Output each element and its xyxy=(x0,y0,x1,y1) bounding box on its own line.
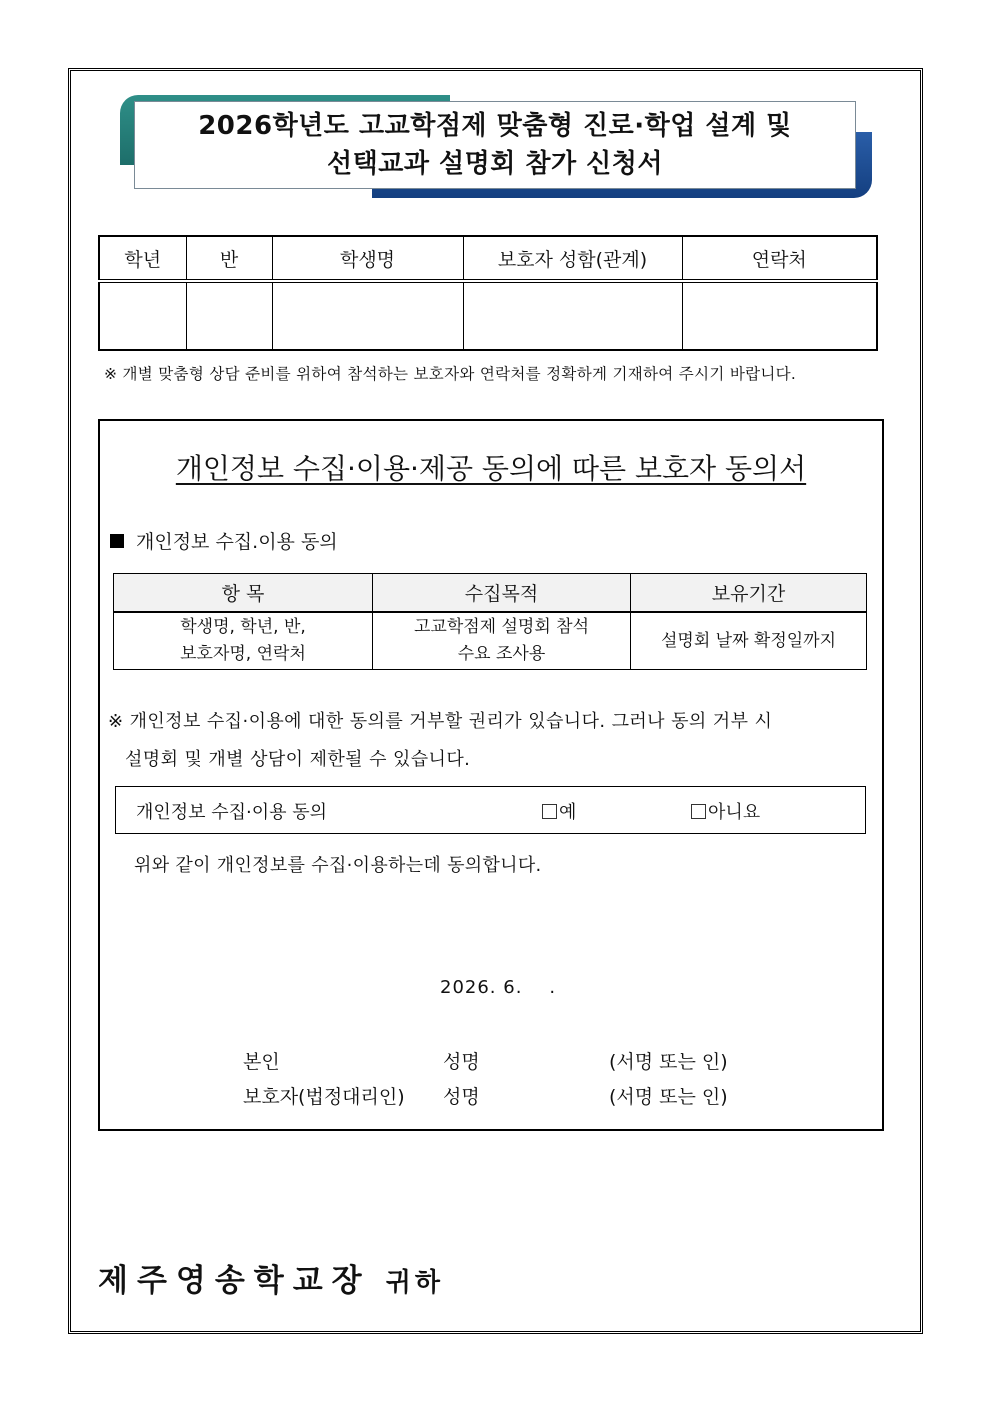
header-class: 반 xyxy=(186,236,272,281)
items-cell: 학생명, 학년, 반, 보호자명, 연락처 xyxy=(114,612,373,670)
header-guardian-name: 보호자 성함(관계) xyxy=(463,236,682,281)
signer-guardian-sign-field[interactable]: (서명 또는 인) xyxy=(609,1086,728,1108)
purpose-cell: 고교학점제 설명회 참석 수요 조사용 xyxy=(373,612,631,670)
section-heading: 개인정보 수집.이용 동의 xyxy=(110,527,338,554)
addressee xyxy=(98,1255,444,1300)
applicant-info-table xyxy=(98,235,878,351)
header-student-name: 학생명 xyxy=(272,236,463,281)
signer-self-role: 본인 xyxy=(243,1051,280,1073)
consent-choice-label: 개인정보 수집·이용 동의 xyxy=(136,802,328,823)
agree-statement: 위와 같이 개인정보를 수집·이용하는데 동의합니다. xyxy=(134,855,542,876)
honorific: 귀하 xyxy=(385,1268,444,1298)
header-grade: 학년 xyxy=(99,236,186,281)
black-square-icon xyxy=(110,534,124,548)
title-box xyxy=(134,101,856,189)
option-yes[interactable]: 예 xyxy=(542,798,576,824)
retention-cell: 설명회 날짜 확정일까지 xyxy=(631,612,867,670)
refusal-note: ※ 개인정보 수집·이용에 대한 동의를 거부할 권리가 있습니다. 그러나 동의 거부 시 설명회 및 개별 상담이 제한될 수 있습니다. xyxy=(108,711,773,770)
date-line: 2026. 6. . xyxy=(440,977,557,998)
class-field[interactable] xyxy=(186,281,272,350)
grade-field[interactable] xyxy=(99,281,186,350)
signer-self-sign-field[interactable]: (서명 또는 인) xyxy=(609,1051,728,1073)
info-note: ※ 개별 맞춤형 상담 준비를 위하여 참석하는 보호자와 연락처를 정확하게 기재하여 주시기 바랍니다. xyxy=(104,365,797,383)
school-principal: 제주영송학교장 xyxy=(98,1263,371,1299)
collection-items-table xyxy=(113,573,867,670)
student-name-field[interactable] xyxy=(272,281,463,350)
title-line-2: 선택교과 설명회 참가 신청서 xyxy=(326,149,664,179)
title-banner xyxy=(120,95,872,198)
consent-choice-box xyxy=(115,786,866,834)
header-retention: 보유기간 xyxy=(631,574,867,613)
title-line-1: 2026학년도 고교학점제 맞춤형 진로·학업 설계 및 xyxy=(198,111,792,141)
checkbox-no[interactable] xyxy=(691,804,706,819)
signer-guardian-role: 보호자(법정대리인) xyxy=(243,1086,405,1108)
guardian-name-field[interactable] xyxy=(463,281,682,350)
header-items: 항 목 xyxy=(114,574,373,613)
signer-guardian-name-label: 성명 xyxy=(443,1086,480,1108)
checkbox-yes[interactable] xyxy=(542,804,557,819)
consent-form xyxy=(98,419,884,1131)
signer-self-name-label: 성명 xyxy=(443,1051,480,1073)
option-no[interactable]: 아니요 xyxy=(691,798,760,824)
header-purpose: 수집목적 xyxy=(373,574,631,613)
contact-field[interactable] xyxy=(682,281,877,350)
consent-title: 개인정보 수집·이용·제공 동의에 따른 보호자 동의서 xyxy=(175,452,807,485)
header-contact: 연락처 xyxy=(682,236,877,281)
